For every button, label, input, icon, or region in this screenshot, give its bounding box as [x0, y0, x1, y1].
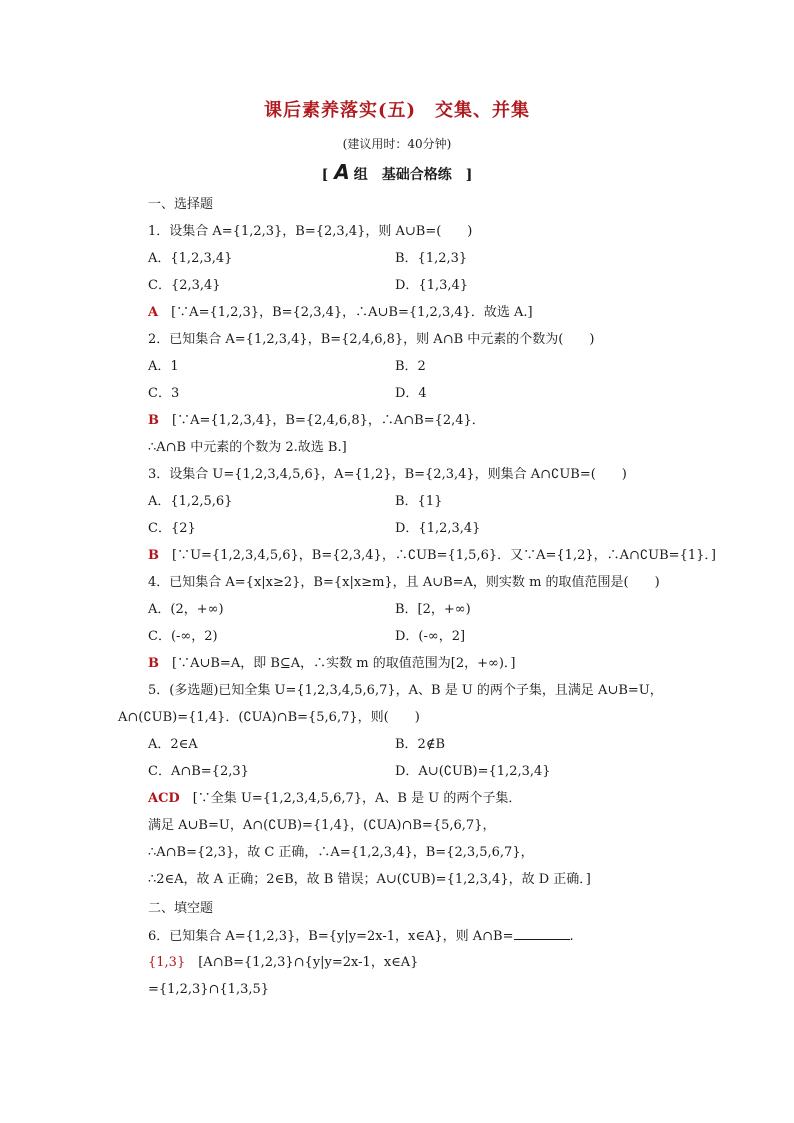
- q6-solution-text: [A∩B={1,2,3}∩{y|y=2x-1，x∈A}: [198, 955, 419, 970]
- q6-stem-end: .: [569, 929, 574, 944]
- q6-solution: [148, 954, 418, 972]
- q4-answer-key: B: [148, 656, 159, 671]
- q2-stem: 2．已知集合 A={1,2,3,4}，B={2,4,6,8}，则 A∩B 中元素的个数为( ): [148, 332, 595, 347]
- q4-solution-text: [∵A∪B=A，即 B⊆A，∴实数 m 的取值范围为[2，+∞)．]: [172, 656, 516, 671]
- q6-solution-line2: ={1,2,3}∩{1,3,5}: [148, 982, 270, 997]
- q2-solution-text: [∵A={1,2,3,4}，B={2,4,6,8}，∴A∩B={2,4}．: [172, 413, 485, 428]
- q5-stem: 5．(多选题)已知全集 U={1,2,3,4,5,6,7}，A、B 是 U 的两个子集，且满足 A∪B=U，: [148, 683, 663, 698]
- q2-option-c: C．3: [148, 386, 180, 401]
- q3-stem: 3．设集合 U={1,2,3,4,5,6}，A={1,2}，B={2,3,4}，则集合 A∩∁UB=( ): [148, 467, 627, 482]
- q2-option-b: B．2: [395, 359, 426, 374]
- q1-option-d: D．{1,3,4}: [395, 278, 469, 293]
- q6-stem-text: 6．已知集合 A={1,2,3}，B={y|y=2x-1，x∈A}，则 A∩B=: [148, 929, 514, 944]
- q1-solution: [148, 304, 533, 322]
- q1-answer-key: A: [148, 305, 159, 320]
- q4-option-d: D．(-∞，2]: [395, 629, 466, 644]
- q5-option-d: D．A∪(∁UB)={1,2,3,4}: [395, 764, 551, 779]
- q3-solution: [148, 547, 716, 565]
- q4-option-a: A．(2，+∞): [148, 602, 224, 617]
- q1-solution-text: [∵A={1,2,3}，B={2,3,4}，∴A∪B={1,2,3,4}．故选 A.]: [171, 305, 533, 320]
- q5-option-c: C．A∩B={2,3}: [148, 764, 249, 779]
- q5-option-a: A．2∈A: [148, 737, 198, 752]
- q5-stem-line2: A∩(∁UB)={1,4}．(∁UA)∩B={5,6,7}，则( ): [118, 710, 420, 725]
- q3-option-c: C．{2}: [148, 521, 196, 536]
- q5-solution-line2: 满足 A∪B=U，A∩(∁UB)={1,4}，(∁UA)∩B={5,6,7}，: [148, 818, 496, 833]
- q1-stem: 1．设集合 A={1,2,3}，B={2,3,4}，则 A∪B=( ): [148, 224, 473, 239]
- q2-option-d: D．4: [395, 386, 427, 401]
- q5-option-b: B．2∉B: [395, 737, 446, 752]
- q3-option-b: B．{1}: [395, 494, 443, 509]
- q3-solution-text: [∵U={1,2,3,4,5,6}，B={2,3,4}，∴∁UB={1,5,6}．又∵A={1,2}，∴A∩∁UB={1}．]: [172, 548, 716, 563]
- q6-answer-blank: [514, 927, 570, 940]
- q5-solution: [148, 790, 521, 808]
- q3-option-d: D．{1,2,3,4}: [395, 521, 481, 536]
- suggested-time: (建议用时：40分钟): [342, 137, 452, 151]
- q3-answer-key: B: [148, 548, 159, 563]
- group-bracket-close: ]: [465, 167, 473, 183]
- q6-stem: [148, 927, 574, 946]
- q2-option-a: A．1: [148, 359, 179, 374]
- q6-answer-key: {1,3}: [148, 955, 186, 970]
- group-bracket-open: [: [321, 167, 329, 183]
- q4-stem: 4．已知集合 A={x|x≥2}，B={x|x≥m}，且 A∪B=A，则实数 m 的取值范围是( ): [148, 575, 660, 590]
- q1-option-c: C．{2,3,4}: [148, 278, 221, 293]
- q4-option-b: B．[2，+∞): [395, 602, 471, 617]
- q2-solution: [148, 412, 485, 430]
- q5-solution-line4: ∴2∈A，故 A 正确；2∈B，故 B 错误；A∪(∁UB)={1,2,3,4}，故 D 正确．]: [148, 872, 591, 887]
- q2-answer-key: B: [148, 413, 159, 428]
- q1-option-b: B．{1,2,3}: [395, 251, 468, 266]
- q2-solution-line2: ∴A∩B 中元素的个数为 2.故选 B.]: [148, 440, 347, 455]
- group-heading: [0, 160, 794, 184]
- q5-solution-line3: ∴A∩B={2,3}，故 C 正确，∴A={1,2,3,4}，B={2,3,5,6,7}，: [148, 845, 534, 860]
- q5-answer-key: ACD: [148, 791, 180, 806]
- section-heading-fill: 二、填空题: [148, 901, 214, 916]
- q4-option-c: C．(-∞，2): [148, 629, 218, 644]
- q5-solution-text: [∵全集 U={1,2,3,4,5,6,7}，A、B 是 U 的两个子集．: [192, 791, 522, 806]
- group-letter: A: [334, 160, 350, 184]
- q3-option-a: A．{1,2,5,6}: [148, 494, 233, 509]
- section-heading-choice: 一、选择题: [148, 197, 214, 212]
- q1-option-a: A．{1,2,3,4}: [148, 251, 233, 266]
- q4-solution: [148, 655, 515, 673]
- page-title: 课后素养落实(五) 交集、并集: [263, 100, 531, 121]
- group-label: 组 基础合格练: [353, 167, 452, 183]
